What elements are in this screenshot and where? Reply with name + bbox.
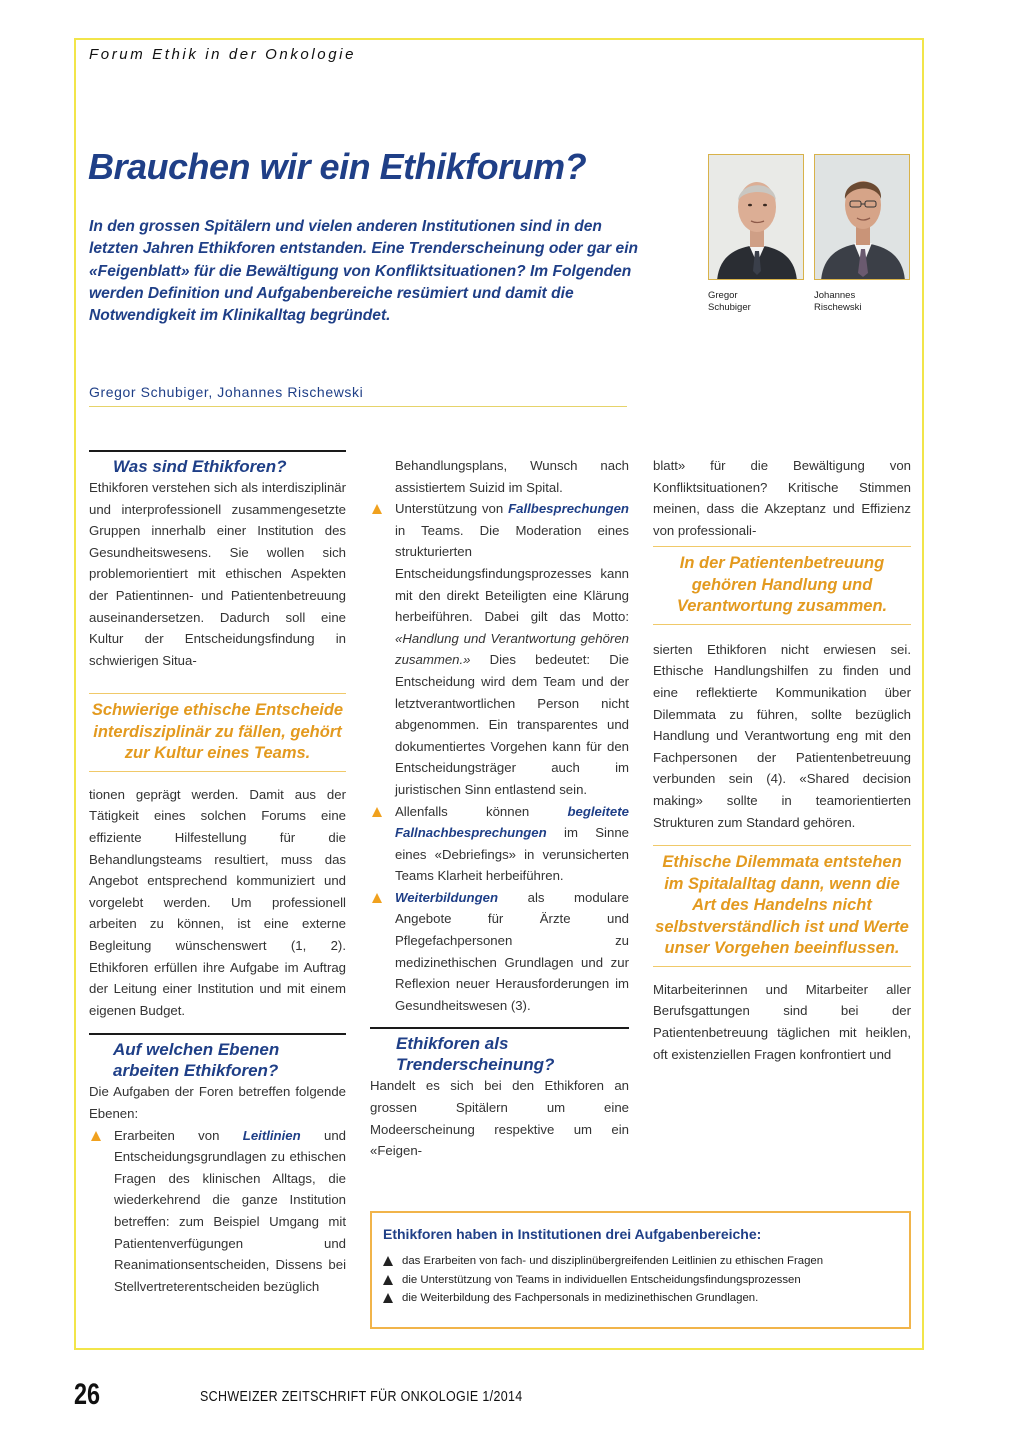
- triangle-bullet-icon: [91, 1131, 101, 1141]
- summary-box: [370, 1211, 911, 1329]
- triangle-bullet-icon: [383, 1293, 393, 1303]
- byline-rule: [89, 406, 627, 407]
- list-item: Weiterbildungen als modulare Angebote für Ärzte und Pflegefachpersonen zu medizinethischen Grundlagen und zur Reflexion neuer Herausforderungen im Gesundheitswesen (3).: [370, 887, 629, 1017]
- paragraph: Handelt es sich bei den Ethikforen an grossen Spitälern um eine Modeerscheinung respektive um ein «Feigen-: [370, 1078, 629, 1159]
- article-title: Brauchen wir ein Ethikforum?: [88, 146, 587, 187]
- paragraph: Ethikforen verstehen sich als interdisziplinär und interprofessionell zusammengesetzte Gruppen innerhalb einer Institution des Gesundheitswesens. Sie wollen sich problemorientiert mit ethischen Aspekten der Patientinnen- und Patientenbetreuung auseinandersetzen. Dadurch soll eine Kultur der Entscheidungsfindung in schwierigen Situa-: [89, 480, 346, 668]
- summary-item: die Weiterbildung des Fachpersonals in medizinethischen Grundlagen.: [383, 1289, 899, 1308]
- paragraph: Mitarbeiterinnen und Mitarbeiter aller Berufsgattungen sind bei der Patientenbetreuung täglichen mit heiklen, oft existenziellen Fragen konfrontiert und: [653, 981, 911, 1062]
- journal-name: SCHWEIZER ZEITSCHRIFT FÜR ONKOLOGIE 1/2014: [200, 1389, 523, 1405]
- list-item: Allenfalls können begleitete Fallnachbesprechungen im Sinne eines «Debriefings» in verunsicherten Teams Klarheit herbeiführen.: [370, 801, 629, 887]
- paragraph: blatt» für die Bewältigung von Konfliktsituationen? Kritische Stimmen meinen, dass die Akzeptanz und Effizienz von professionali-: [653, 458, 911, 538]
- list-item: Erarbeiten von Leitlinien und Entscheidungsgrundlagen zu ethischen Fragen des klinischen Alltags, die wiederkehrend die ganze Institution betreffen: zum Beispiel Umgang mit Patientenverfügungen und Reanimationsentscheiden, Dissens bei Stellvertreterentscheiden bezüglich: [89, 1125, 346, 1298]
- page-number: 26: [74, 1378, 101, 1411]
- author-caption-schubiger: Gregor Schubiger: [708, 290, 751, 313]
- heading-was-sind-ethikforen: Was sind Ethikforen?: [113, 457, 287, 476]
- triangle-bullet-icon: [383, 1275, 393, 1285]
- section-kicker: Forum Ethik in der Onkologie: [89, 46, 357, 63]
- paragraph: tionen geprägt werden. Damit aus der Tätigkeit eines solchen Forums eine effiziente Hilfestellung für die Behandlungsteams resultiert, muss das Angebot entsprechend kommuniziert und vorgelebt werden. Um professionell arbeiten zu können, ist eine externe Begleitung wünschenswert (1, 2). Ethikforen erfüllen ihre Aufgabe im Auftrag der Leitung einer Institution und mit einem eigenen Budget.: [89, 786, 346, 1018]
- author-photo-schubiger: [708, 154, 804, 280]
- pull-quote: Schwierige ethische Entscheide interdisziplinär zu fällen, gehört zur Kultur eines Teams.: [89, 693, 346, 772]
- triangle-bullet-icon: [372, 504, 382, 514]
- summary-box-title: Ethikforen haben in Institutionen drei Aufgabenbereiche:: [383, 1226, 762, 1242]
- triangle-bullet-icon: [372, 807, 382, 817]
- portrait-icon: [709, 155, 804, 280]
- paragraph: Die Aufgaben der Foren betreffen folgende Ebenen:: [89, 1084, 346, 1121]
- column-2: [370, 455, 629, 1162]
- summary-item: das Erarbeiten von fach- und disziplinübergreifenden Leitlinien zu ethischen Fragen: [383, 1252, 899, 1271]
- summary-item: die Unterstützung von Teams in individuellen Entscheidungsfindungsprozessen: [383, 1271, 899, 1290]
- paragraph: sierten Ethikforen nicht erwiesen sei. Ethische Handlungshilfen zu finden und eine reflektierte Kommunikation über Dilemmata zu führen, sollte bezüglich Handlung und Verantwortung eng mit den Fachpersonen der Patientenbetreuung verbunden sein (4). «Shared decision making» sollte in teamorientierten Strukturen zum Standard gehören.: [653, 641, 911, 830]
- heading-trenderscheinung: Ethikforen als Trenderscheinung?: [396, 1034, 555, 1075]
- list-item: Unterstützung von Fallbesprechungen in Teams. Die Moderation eines strukturierten Entscheidungsfindungsprozesses kann mit den direkt Beteiligten eine Klärung herbeiführen. Dabei gilt das Motto: «Handlung und Verantwortung gehören zusammen.» Dies bedeutet: Die Entscheidung wird dem Team und der letztverantwortlichen Person nicht abgenommen. Ein transparentes und dokumentiertes Vorgehen kann für den Entscheidungsträger auch im juristischen Sinn entlastend sein.: [370, 498, 629, 800]
- author-caption-rischewski: Johannes Rischewski: [814, 290, 862, 313]
- article-lead: In den grossen Spitälern und vielen anderen Institutionen sind in den letzten Jahren Ethikforen entstanden. Eine Trenderscheinung oder gar ein «Feigenblatt» für die Bewältigung von Konfliktsituationen? Im Folgenden werden Definition und Aufgabenbereiche resümiert und damit die Notwendigkeit im Klinikalltag begründet.: [89, 218, 639, 325]
- column-1: [89, 450, 346, 1297]
- portrait-icon: [815, 155, 910, 280]
- paragraph: Behandlungsplans, Wunsch nach assistiertem Suizid im Spital.: [395, 458, 629, 495]
- author-photo-rischewski: [814, 154, 910, 280]
- column-3: [653, 455, 911, 1065]
- byline: Gregor Schubiger, Johannes Rischewski: [89, 384, 364, 400]
- pull-quote: In der Patientenbetreuung gehören Handlung und Verantwortung zusammen.: [653, 546, 911, 625]
- heading-auf-welchen-ebenen: Auf welchen Ebenen arbeiten Ethikforen?: [113, 1040, 280, 1081]
- pull-quote: Ethische Dilemmata entstehen im Spitalalltag dann, wenn die Art des Handelns nicht selbstverständlich ist und Werte unser Vorgehen beeinflussen.: [653, 845, 911, 967]
- triangle-bullet-icon: [372, 893, 382, 903]
- triangle-bullet-icon: [383, 1256, 393, 1266]
